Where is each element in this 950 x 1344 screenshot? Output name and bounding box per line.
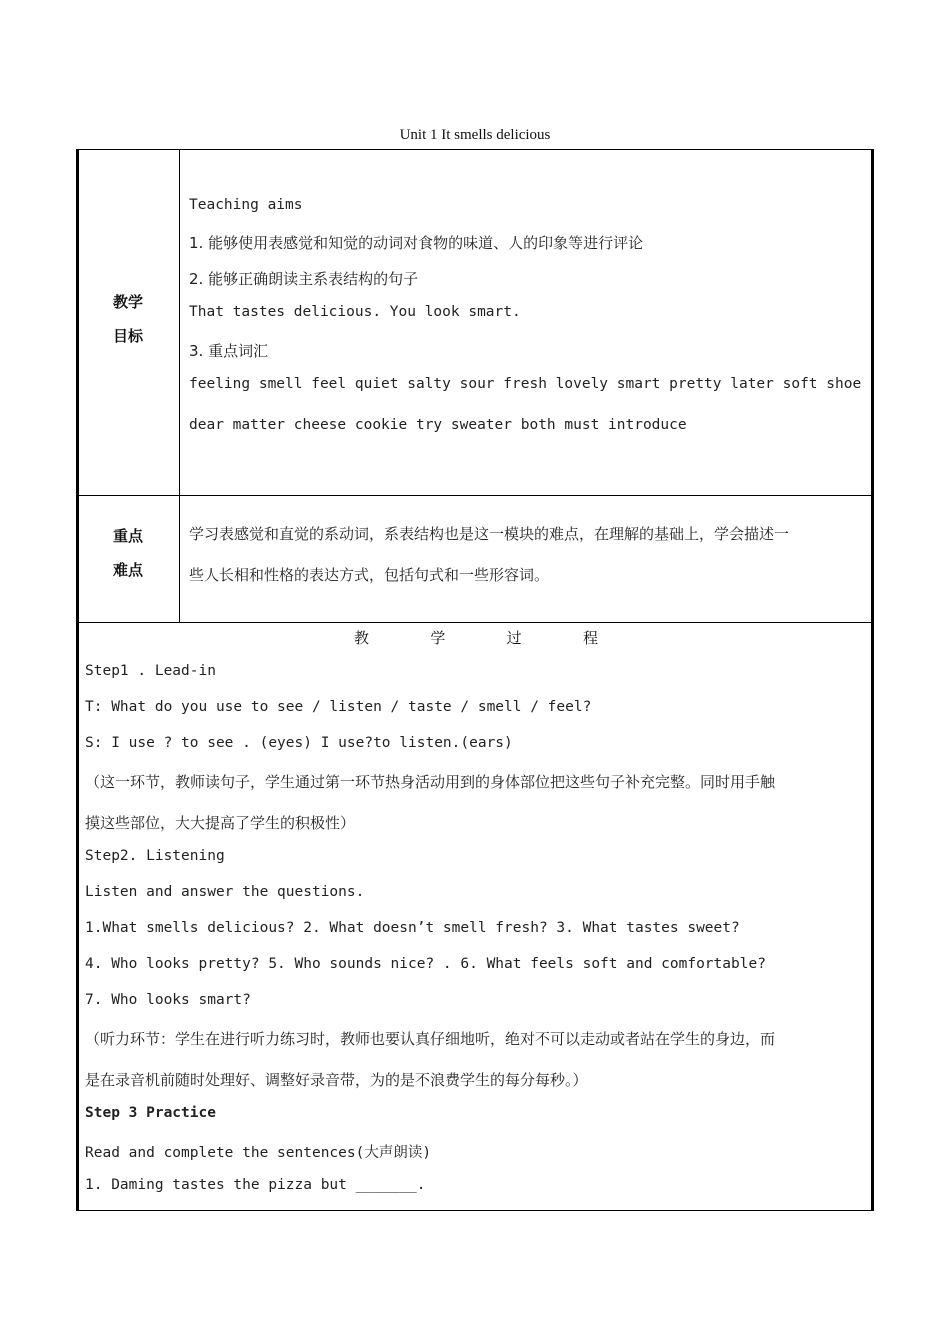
process-line: Step 3 Practice <box>85 1105 216 1121</box>
heading-char: 程 <box>582 629 598 647</box>
heading-char: 教 <box>354 629 370 647</box>
heading-char: 学 <box>430 629 446 647</box>
row-label-teaching-aims <box>78 285 178 353</box>
heading-char: 过 <box>506 629 522 647</box>
content-line: feeling smell feel quiet salty sour fresh lovely smart pretty later soft shoe <box>189 376 862 392</box>
content-line: 些人长相和性格的表达方式，包括句式和一些形容词。 <box>189 566 550 584</box>
process-line: 是在录音机前随时处理好、调整好录音带，为的是不浪费学生的每分每秒。） <box>85 1071 588 1089</box>
document-title: Unit 1 It smells delicious <box>399 127 551 143</box>
process-line: （这一环节，教师读句子，学生通过第一环节热身活动用到的身体部位把这些句子补充完整。同时用手触 <box>85 773 776 791</box>
label-line: 重点 <box>112 527 143 545</box>
process-line: Step1 . Lead-in <box>85 663 216 679</box>
process-line: 7. Who looks smart? <box>85 992 251 1008</box>
content-line: 2. 能够正确朗读主系表结构的句子 <box>189 270 419 288</box>
process-line: T: What do you use to see / listen / taste / smell / feel? <box>85 699 592 715</box>
process-line: 摸这些部位，大大提高了学生的积极性） <box>85 814 356 832</box>
process-line: 1.What smells delicious? 2. What doesn’t smell fresh? 3. What tastes sweet? <box>85 920 740 936</box>
column-divider <box>179 149 180 622</box>
row-divider <box>76 622 874 623</box>
process-line: S: I use ? to see . (eyes) I use?to listen.(ears) <box>85 735 513 751</box>
label-line: 难点 <box>112 561 143 579</box>
process-line: 1. Daming tastes the pizza but _______. <box>85 1177 426 1193</box>
row-divider <box>76 495 874 496</box>
content-line: 1. 能够使用表感觉和知觉的动词对食物的味道、人的印象等进行评论 <box>189 234 644 252</box>
process-heading <box>354 627 598 648</box>
process-line: Listen and answer the questions. <box>85 884 365 900</box>
content-line: 3. 重点词汇 <box>189 342 269 360</box>
row-label-key-points <box>78 519 178 587</box>
process-line: 4. Who looks pretty? 5. Who sounds nice? . 6. What feels soft and comfortable? <box>85 956 766 972</box>
content-line: That tastes delicious. You look smart. <box>189 304 521 320</box>
content-line: 学习表感觉和直觉的系动词，系表结构也是这一模块的难点，在理解的基础上，学会描述一 <box>189 525 790 543</box>
process-line: Step2. Listening <box>85 848 225 864</box>
label-line: 教学 <box>112 293 143 311</box>
label-line: 目标 <box>112 327 143 345</box>
content-line: Teaching aims <box>189 197 303 213</box>
process-line: Read and complete the sentences(大声朗读) <box>85 1145 432 1161</box>
content-line: dear matter cheese cookie try sweater both must introduce <box>189 417 687 433</box>
process-line: （听力环节：学生在进行听力练习时，教师也要认真仔细地听，绝对不可以走动或者站在学生的身边，而 <box>85 1030 776 1048</box>
